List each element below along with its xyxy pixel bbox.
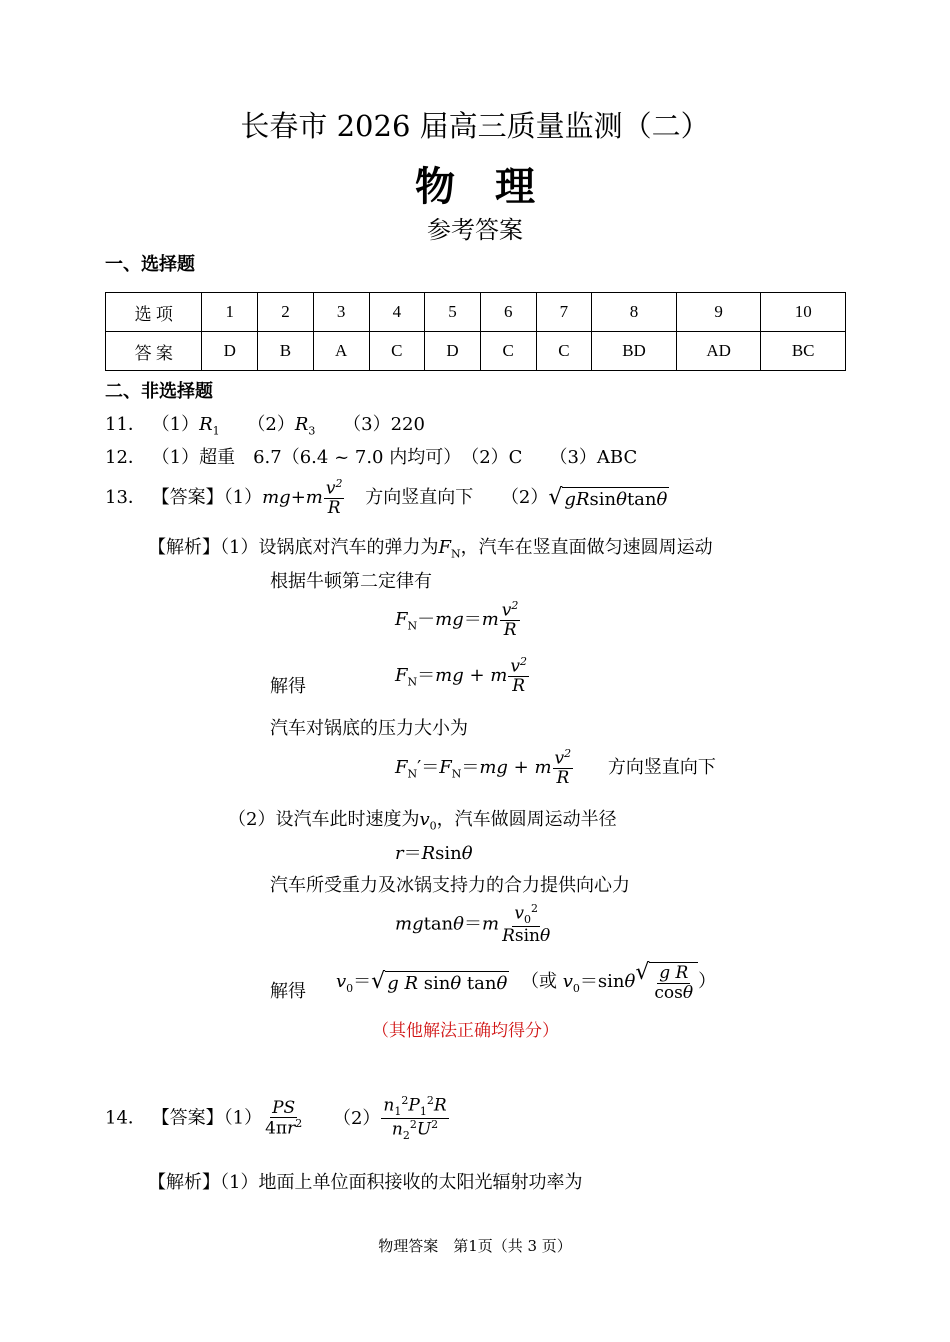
section-choice-heading: 一、选择题: [105, 254, 195, 275]
q13-eq2: $F_N=mg + m$ $\frac{v^2}{R}$: [395, 655, 527, 697]
table-row-numbers: [106, 293, 846, 332]
table-cell: 4: [369, 293, 425, 332]
q14-answer-line: 14． 【答案】（1） $\frac{PS}{4\pi r^2}$ （2） $\frac{n_1^2P_1^2R}{n_2^2U^2}$: [105, 1094, 447, 1143]
table-cell: D: [425, 332, 481, 371]
q13-scoring-note: （其他解法正确均得分）: [372, 1021, 559, 1041]
q12-number: 12．: [105, 447, 146, 468]
table-cell: D: [202, 332, 258, 371]
q13-analysis-part2-line1: （2）设汽车此时速度为$v_0$，汽车做圆周运动半径: [228, 809, 617, 833]
q14-number: 14．: [105, 1107, 146, 1129]
page-subtitle: 参考答案: [427, 216, 523, 244]
table-cell: BD: [592, 332, 677, 371]
table-row-answers: [106, 332, 846, 371]
q13-solve-label-2: 解得: [270, 981, 306, 1002]
q12-line: 12． （1）超重 6.7（6.4 ~ 7.0 内均可） （2）C （3）ABC: [105, 447, 638, 468]
q14-analysis-line1: 【解析】（1）地面上单位面积接收的太阳光辐射功率为: [148, 1172, 583, 1193]
table-cell: 8: [592, 293, 677, 332]
q13-analysis-line4: 汽车对锅底的压力大小为: [270, 718, 468, 739]
answer-table: [105, 292, 846, 371]
q13-number: 13．: [105, 487, 146, 509]
q11-line: 11． $(1)R_1$ $(2)R_3$ （3）220: [105, 414, 425, 438]
table-cell: 9: [676, 293, 761, 332]
q13-analysis-line2: 根据牛顿第二定律有: [270, 571, 432, 592]
table-cell: 3: [313, 293, 369, 332]
table-cell: 10: [761, 293, 846, 332]
table-cell: 6: [480, 293, 536, 332]
q11-number: 11．: [105, 414, 146, 435]
q13-answer-line: 13． 【答案】（1）mg+m $\frac{v^2}{R}$ 方向竖直向下 （2） √ gRsinθtanθ: [105, 477, 668, 519]
table-header-cell: 答 案: [106, 332, 202, 371]
table-cell: C: [369, 332, 425, 371]
table-cell: C: [536, 332, 592, 371]
q13-analysis-line1: 【解析】（1）设锅底对汽车的弹力为$F_N$，汽车在竖直面做匀速圆周运动: [148, 537, 713, 561]
section-nonchoice-heading: 二、非选择题: [105, 381, 213, 402]
q13-analysis-part2-line3: 汽车所受重力及冰锅支持力的合力提供向心力: [270, 875, 630, 896]
page-title: 长春市 2026 届高三质量监测（二）: [240, 109, 710, 143]
table-cell: 1: [202, 293, 258, 332]
q13-eq1: $F_N-mg=m$ $\frac{v^2}{R}$: [395, 599, 519, 641]
table-cell: C: [480, 332, 536, 371]
table-cell: 2: [258, 293, 314, 332]
q13-solve-label: 解得: [270, 676, 306, 697]
table-cell: BC: [761, 332, 846, 371]
q13-eq3: $F_N'=F_N=mg + m$ $\frac{v^2}{R}$ 方向竖直向下: [395, 747, 716, 789]
q13-eq4: r＝Rsinθ: [395, 843, 473, 864]
table-cell: 7: [536, 293, 592, 332]
subject-title: 物 理: [415, 164, 535, 210]
page-footer: 物理答案 第1页（共 3 页）: [378, 1237, 572, 1255]
table-cell: AD: [676, 332, 761, 371]
q13-eq5: mgtanθ＝m $\frac{v_0^2}{Rsin\theta}$: [395, 902, 551, 947]
table-cell: 5: [425, 293, 481, 332]
table-header-cell: 选 项: [106, 293, 202, 332]
q13-eq6: $v_0=$ √ g R sinθ tanθ （或 $v_0=\sin\theta$ √ $\frac{\text{g R}}{\cos\theta}$ ）: [336, 960, 717, 1003]
table-cell: A: [313, 332, 369, 371]
table-cell: B: [258, 332, 314, 371]
